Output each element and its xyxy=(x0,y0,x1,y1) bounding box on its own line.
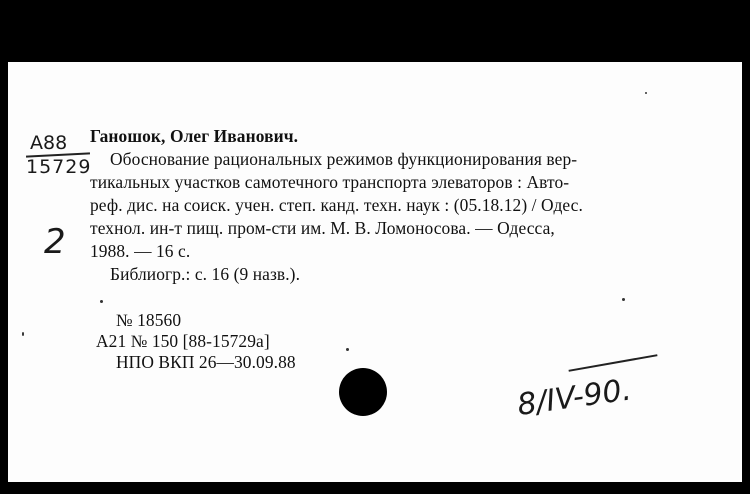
body-line-2: тикальных участков самотечного транспорта элеваторов : Авто- xyxy=(90,172,570,192)
copies-mark: 2 xyxy=(44,222,66,262)
body-line-3: реф. дис. на соиск. учен. степ. канд. техн. наук : (05.18.12) / Одес. xyxy=(90,195,583,215)
scan-speck xyxy=(622,298,625,301)
body-line-4: технол. ин-т пищ. пром-сти им. М. В. Ломоносова. — Одесса, xyxy=(90,218,555,238)
handwritten-stroke xyxy=(569,354,658,372)
publisher-line: НПО ВКП 26—30.09.88 xyxy=(116,352,296,372)
scan-speck xyxy=(645,92,647,94)
body-line-5: 1988. — 16 с. xyxy=(90,241,191,261)
body-line-1: Обоснование рациональных режимов функционирования вер- xyxy=(110,149,578,169)
scan-speck xyxy=(346,348,349,351)
author-heading: Ганошок, Олег Иванович. xyxy=(90,126,299,146)
punch-hole xyxy=(339,368,387,416)
shelfmark-line1: А88 xyxy=(30,132,68,154)
scan-speck xyxy=(100,300,103,303)
number-line: № 18560 xyxy=(116,310,182,330)
scan-speck xyxy=(22,332,24,336)
bibliography-note: Библиогр.: с. 16 (9 назв.). xyxy=(110,264,301,284)
handwritten-date: 8/IV-90. xyxy=(515,372,634,423)
shelfmark-line2: 15729 xyxy=(26,156,92,178)
registration-line: А21 № 150 [88-15729а] xyxy=(96,331,270,351)
catalog-card xyxy=(8,62,742,482)
